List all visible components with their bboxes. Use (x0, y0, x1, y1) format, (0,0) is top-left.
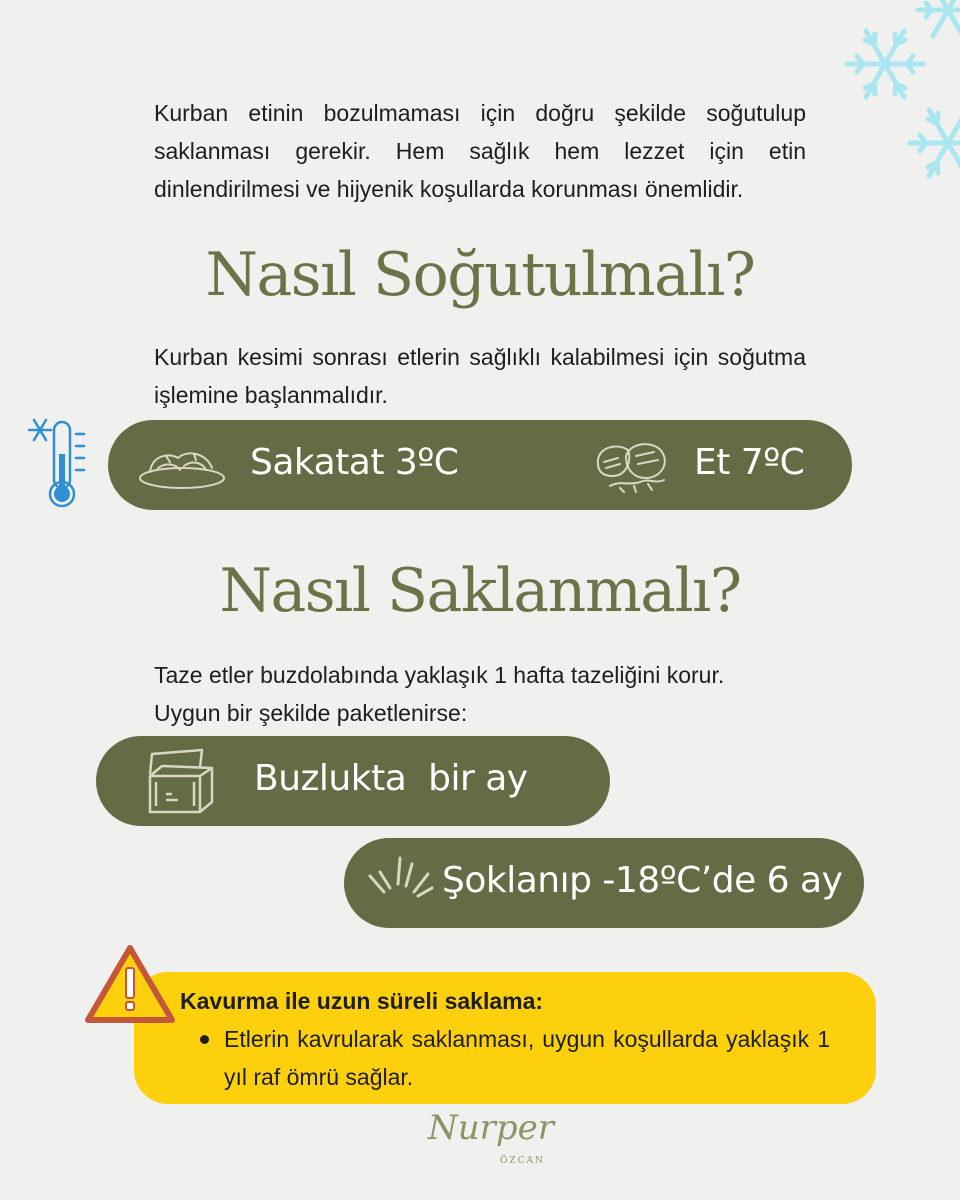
snowflake-icon (910, 110, 960, 176)
storage-paragraph-line1: Taze etler buzdolabında yaklaşık 1 hafta tazeliğini korur. (154, 662, 725, 688)
shock-freeze-pill (344, 838, 864, 928)
warning-title: Kavurma ile uzun süreli saklama: (180, 988, 544, 1014)
intro-paragraph: Kurban etinin bozulmaması için doğru şekilde soğutulup saklanması gerekir. Hem sağlık hem lezzet için etin dinlendirilmesi ve hijyenik koşullarda korunması önemlidir. (154, 100, 806, 202)
heading-storage: Nasıl Saklanmalı? (219, 556, 741, 626)
steak-icon (590, 434, 676, 496)
chest-freezer-icon (142, 746, 218, 818)
shock-burst-icon (366, 854, 438, 910)
offal-plate-icon (136, 438, 228, 492)
shock-freeze-duration-label: Şoklanıp -18ºC’de 6 ay (442, 860, 843, 901)
signature-surname: ÖZCAN (500, 1156, 545, 1166)
offal-temperature-label: Sakatat 3ºC (250, 442, 459, 483)
cooling-paragraph: Kurban kesimi sonrası etlerin sağlıklı kalabilmesi için soğutma işlemine başlanmalıdır. (154, 344, 806, 408)
warning-icon (84, 944, 176, 1024)
snowflakes-decoration (830, 0, 960, 200)
storage-paragraph-line2: Uygun bir şekilde paketlenirse: (154, 700, 468, 726)
freezer-pill (96, 736, 610, 826)
meat-temperature-label: Et 7ºC (694, 442, 805, 483)
freezer-duration-label: Buzlukta bir ay (254, 758, 528, 799)
bullet-marker (200, 1035, 209, 1044)
thermometer-icon (24, 414, 90, 514)
snowflake-icon (918, 0, 960, 36)
warning-bullet-text: Etlerin kavrularak saklanması, uygun koşullarda yaklaşık 1 yıl raf ömrü sağlar. (224, 1026, 830, 1090)
heading-cooling: Nasıl Soğutulmalı? (205, 240, 755, 310)
snowflake-icon (847, 31, 923, 97)
signature-name: Nurper (428, 1108, 555, 1148)
temperature-pill (108, 420, 852, 510)
